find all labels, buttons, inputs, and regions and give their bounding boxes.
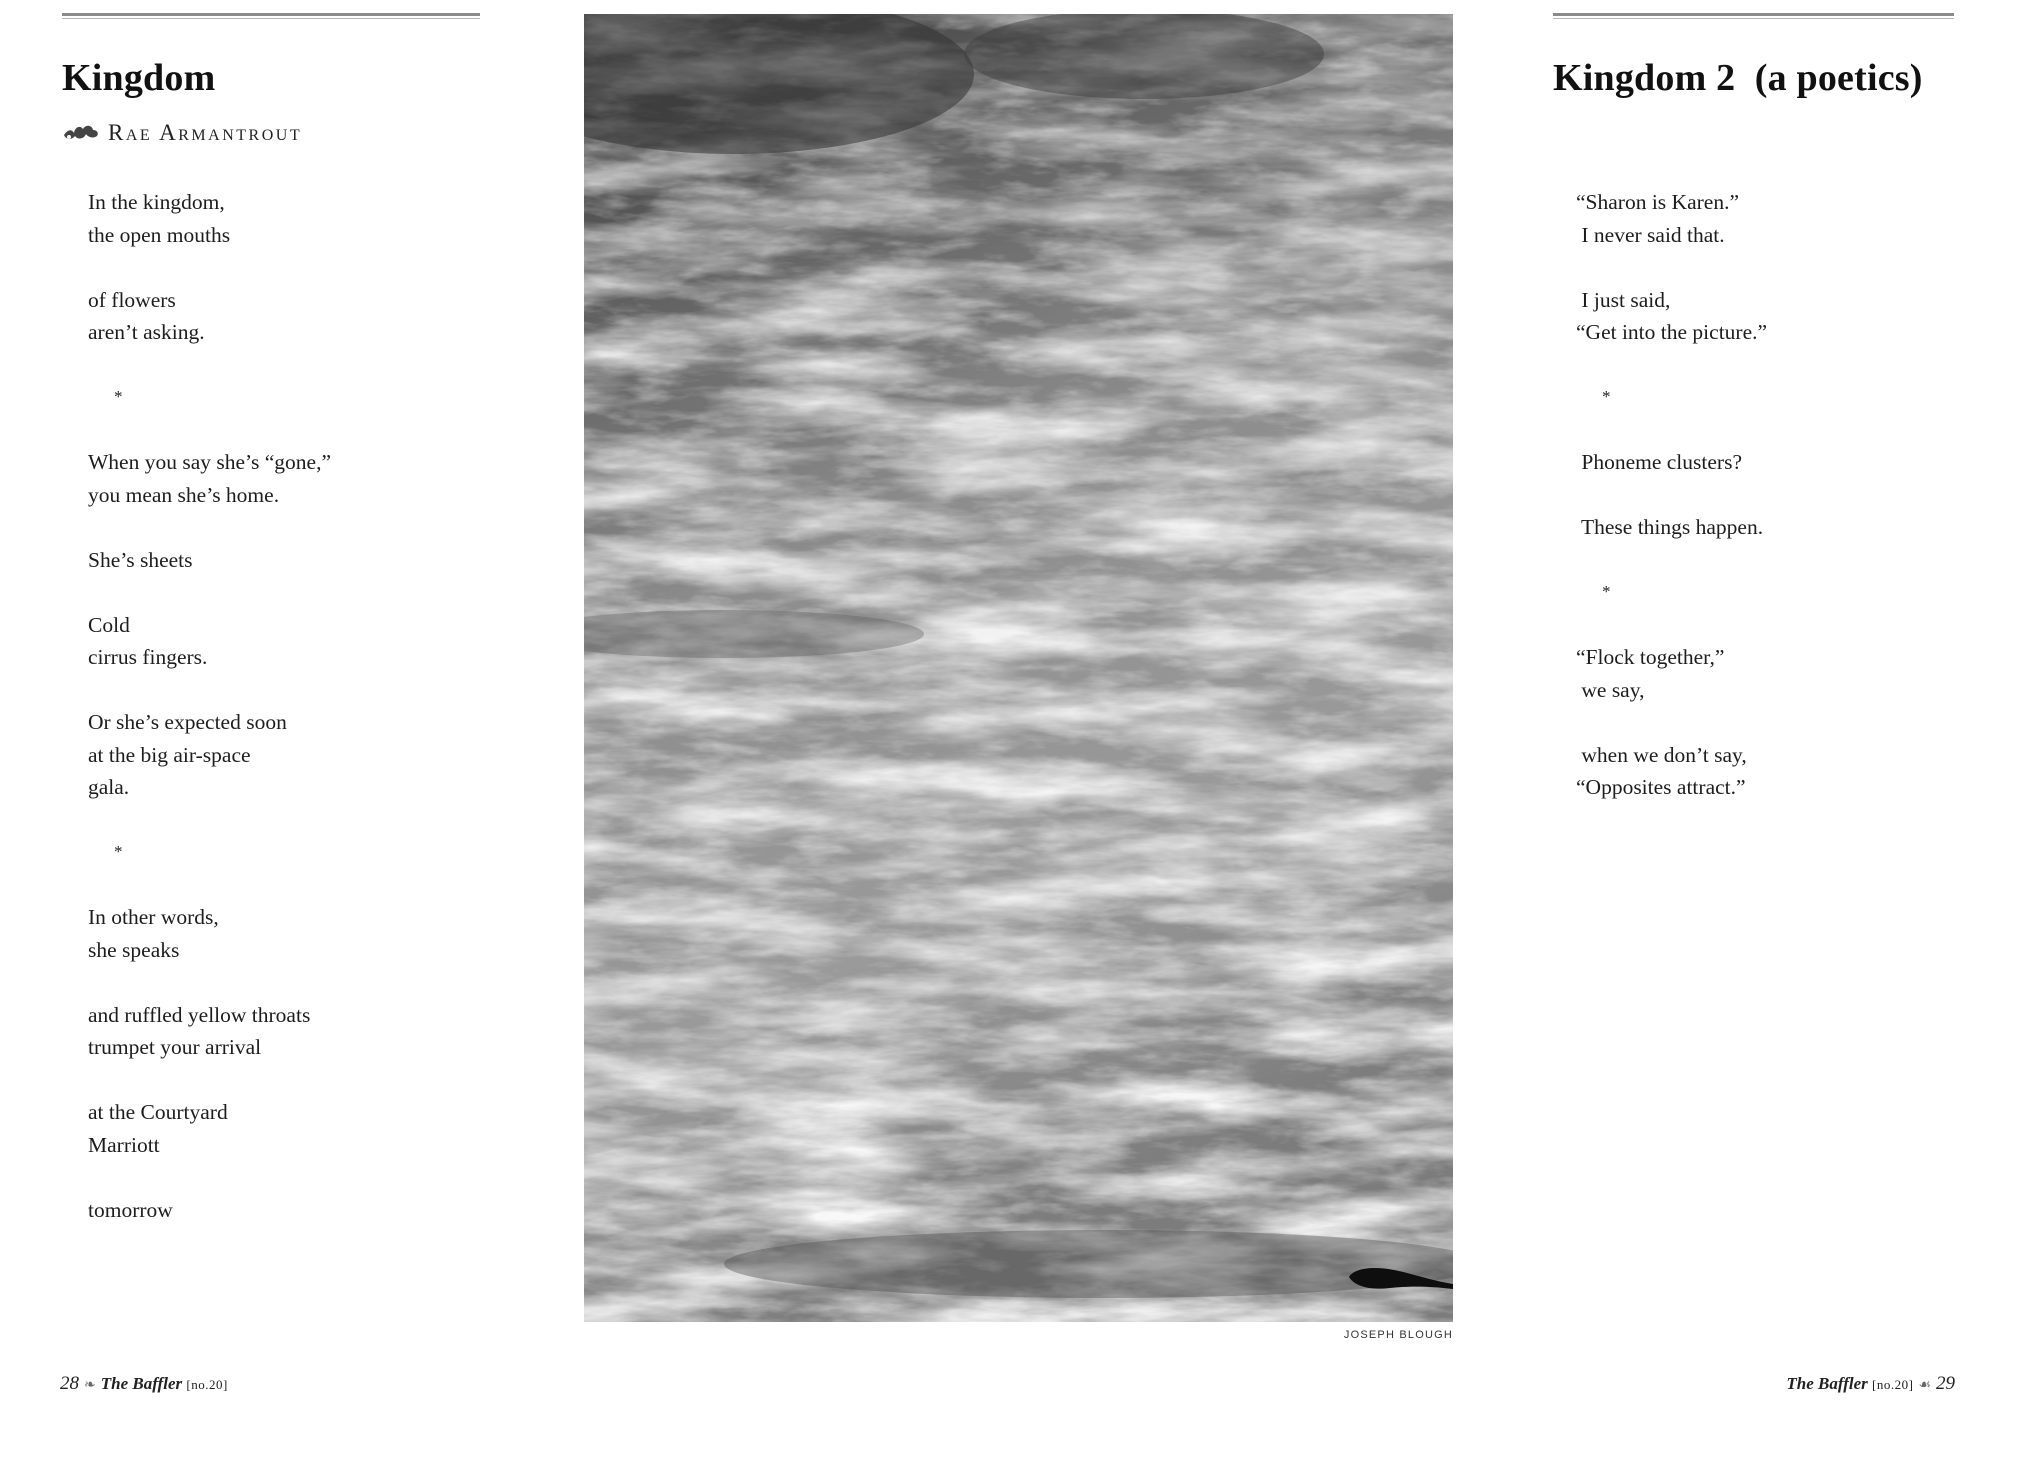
stanza-gap (1576, 479, 1767, 512)
poem-line: Cold (88, 612, 130, 637)
magazine-name: The Baffler (100, 1374, 183, 1393)
section-break-asterisk: * (1602, 387, 1611, 406)
stanza-gap (88, 349, 331, 382)
poem-line: and ruffled yellow throats (88, 1002, 311, 1027)
stanza-gap (88, 511, 331, 544)
left-poem-title: Kingdom (62, 57, 216, 99)
stanza-gap (88, 251, 331, 284)
stanza-gap (88, 674, 331, 707)
stanza-gap (1576, 414, 1767, 447)
right-top-rule (1553, 13, 1954, 19)
poem-line: She’s sheets (88, 547, 193, 572)
poem-line: In other words, (88, 905, 219, 929)
poem-line: Or she’s expected soon (88, 710, 287, 734)
poem-line: of flowers (88, 287, 176, 312)
folio-ornament-icon: ❧ (84, 1378, 96, 1393)
poem-line: gala. (88, 775, 130, 799)
page-number-left: 28 (60, 1373, 79, 1394)
sky-photograph (584, 14, 1453, 1322)
poem-line: “Get into the picture.” (1576, 320, 1768, 344)
left-top-rule (62, 13, 480, 19)
poem-line: at the Courtyard (88, 1100, 228, 1124)
poem-line: “Flock together,” (1576, 645, 1725, 669)
stanza-gap (88, 869, 331, 902)
page-number-right: 29 (1936, 1373, 1955, 1394)
poem-line: When you say she’s “gone,” (88, 450, 331, 474)
poem-line: aren’t asking. (88, 320, 205, 344)
poem-line: at the big air-space (88, 742, 251, 767)
issue-number: [no.20] (1872, 1377, 1914, 1392)
poem-line: when we don’t say, (1576, 742, 1747, 767)
stanza-gap (88, 1161, 331, 1194)
stanza-gap (1576, 251, 1767, 284)
right-folio (1786, 1373, 1955, 1395)
poem-line: “Opposites attract.” (1576, 775, 1746, 799)
poem-line: she speaks (88, 937, 180, 962)
stanza-gap (1576, 544, 1767, 577)
poem-line: we say, (1576, 677, 1645, 702)
stanza-gap (1576, 609, 1767, 642)
stanza-gap (88, 804, 331, 837)
stanza-gap (1576, 706, 1767, 739)
stanza-gap (1576, 349, 1767, 382)
magazine-name: The Baffler (1786, 1374, 1868, 1393)
right-poem-body (1576, 186, 1767, 804)
poem-line: These things happen. (1576, 515, 1764, 539)
author-name: Rae Armantrout (108, 120, 303, 145)
stanza-gap (88, 576, 331, 609)
stanza-gap (88, 1064, 331, 1097)
section-break-asterisk: * (114, 842, 123, 861)
issue-number: [no.20] (186, 1377, 228, 1392)
section-break-asterisk: * (114, 387, 123, 406)
left-poem-body (88, 186, 331, 1226)
poem-line: cirrus fingers. (88, 645, 208, 669)
left-folio (60, 1373, 228, 1395)
poem-line: Phoneme clusters? (1576, 450, 1742, 474)
poem-line: you mean she’s home. (88, 482, 280, 507)
poem-line: trumpet your arrival (88, 1035, 262, 1059)
fleuron-icon (62, 121, 100, 149)
folio-ornament-icon: ☙ (1918, 1378, 1931, 1393)
right-poem-title: Kingdom 2 (a poetics) (1553, 57, 1923, 99)
poem-line: “Sharon is Karen.” (1576, 190, 1739, 214)
poem-line: tomorrow (88, 1197, 173, 1222)
stanza-gap (88, 966, 331, 999)
photo-credit: JOSEPH BLOUGH (1343, 1329, 1453, 1341)
poem-line: In the kingdom, (88, 190, 225, 214)
author-byline (62, 120, 302, 149)
poem-line: I just said, (1576, 287, 1671, 312)
poem-line: I never said that. (1576, 222, 1725, 247)
poem-line: the open mouths (88, 222, 231, 247)
stanza-gap (88, 414, 331, 447)
section-break-asterisk: * (1602, 582, 1611, 601)
poem-line: Marriott (88, 1132, 160, 1157)
